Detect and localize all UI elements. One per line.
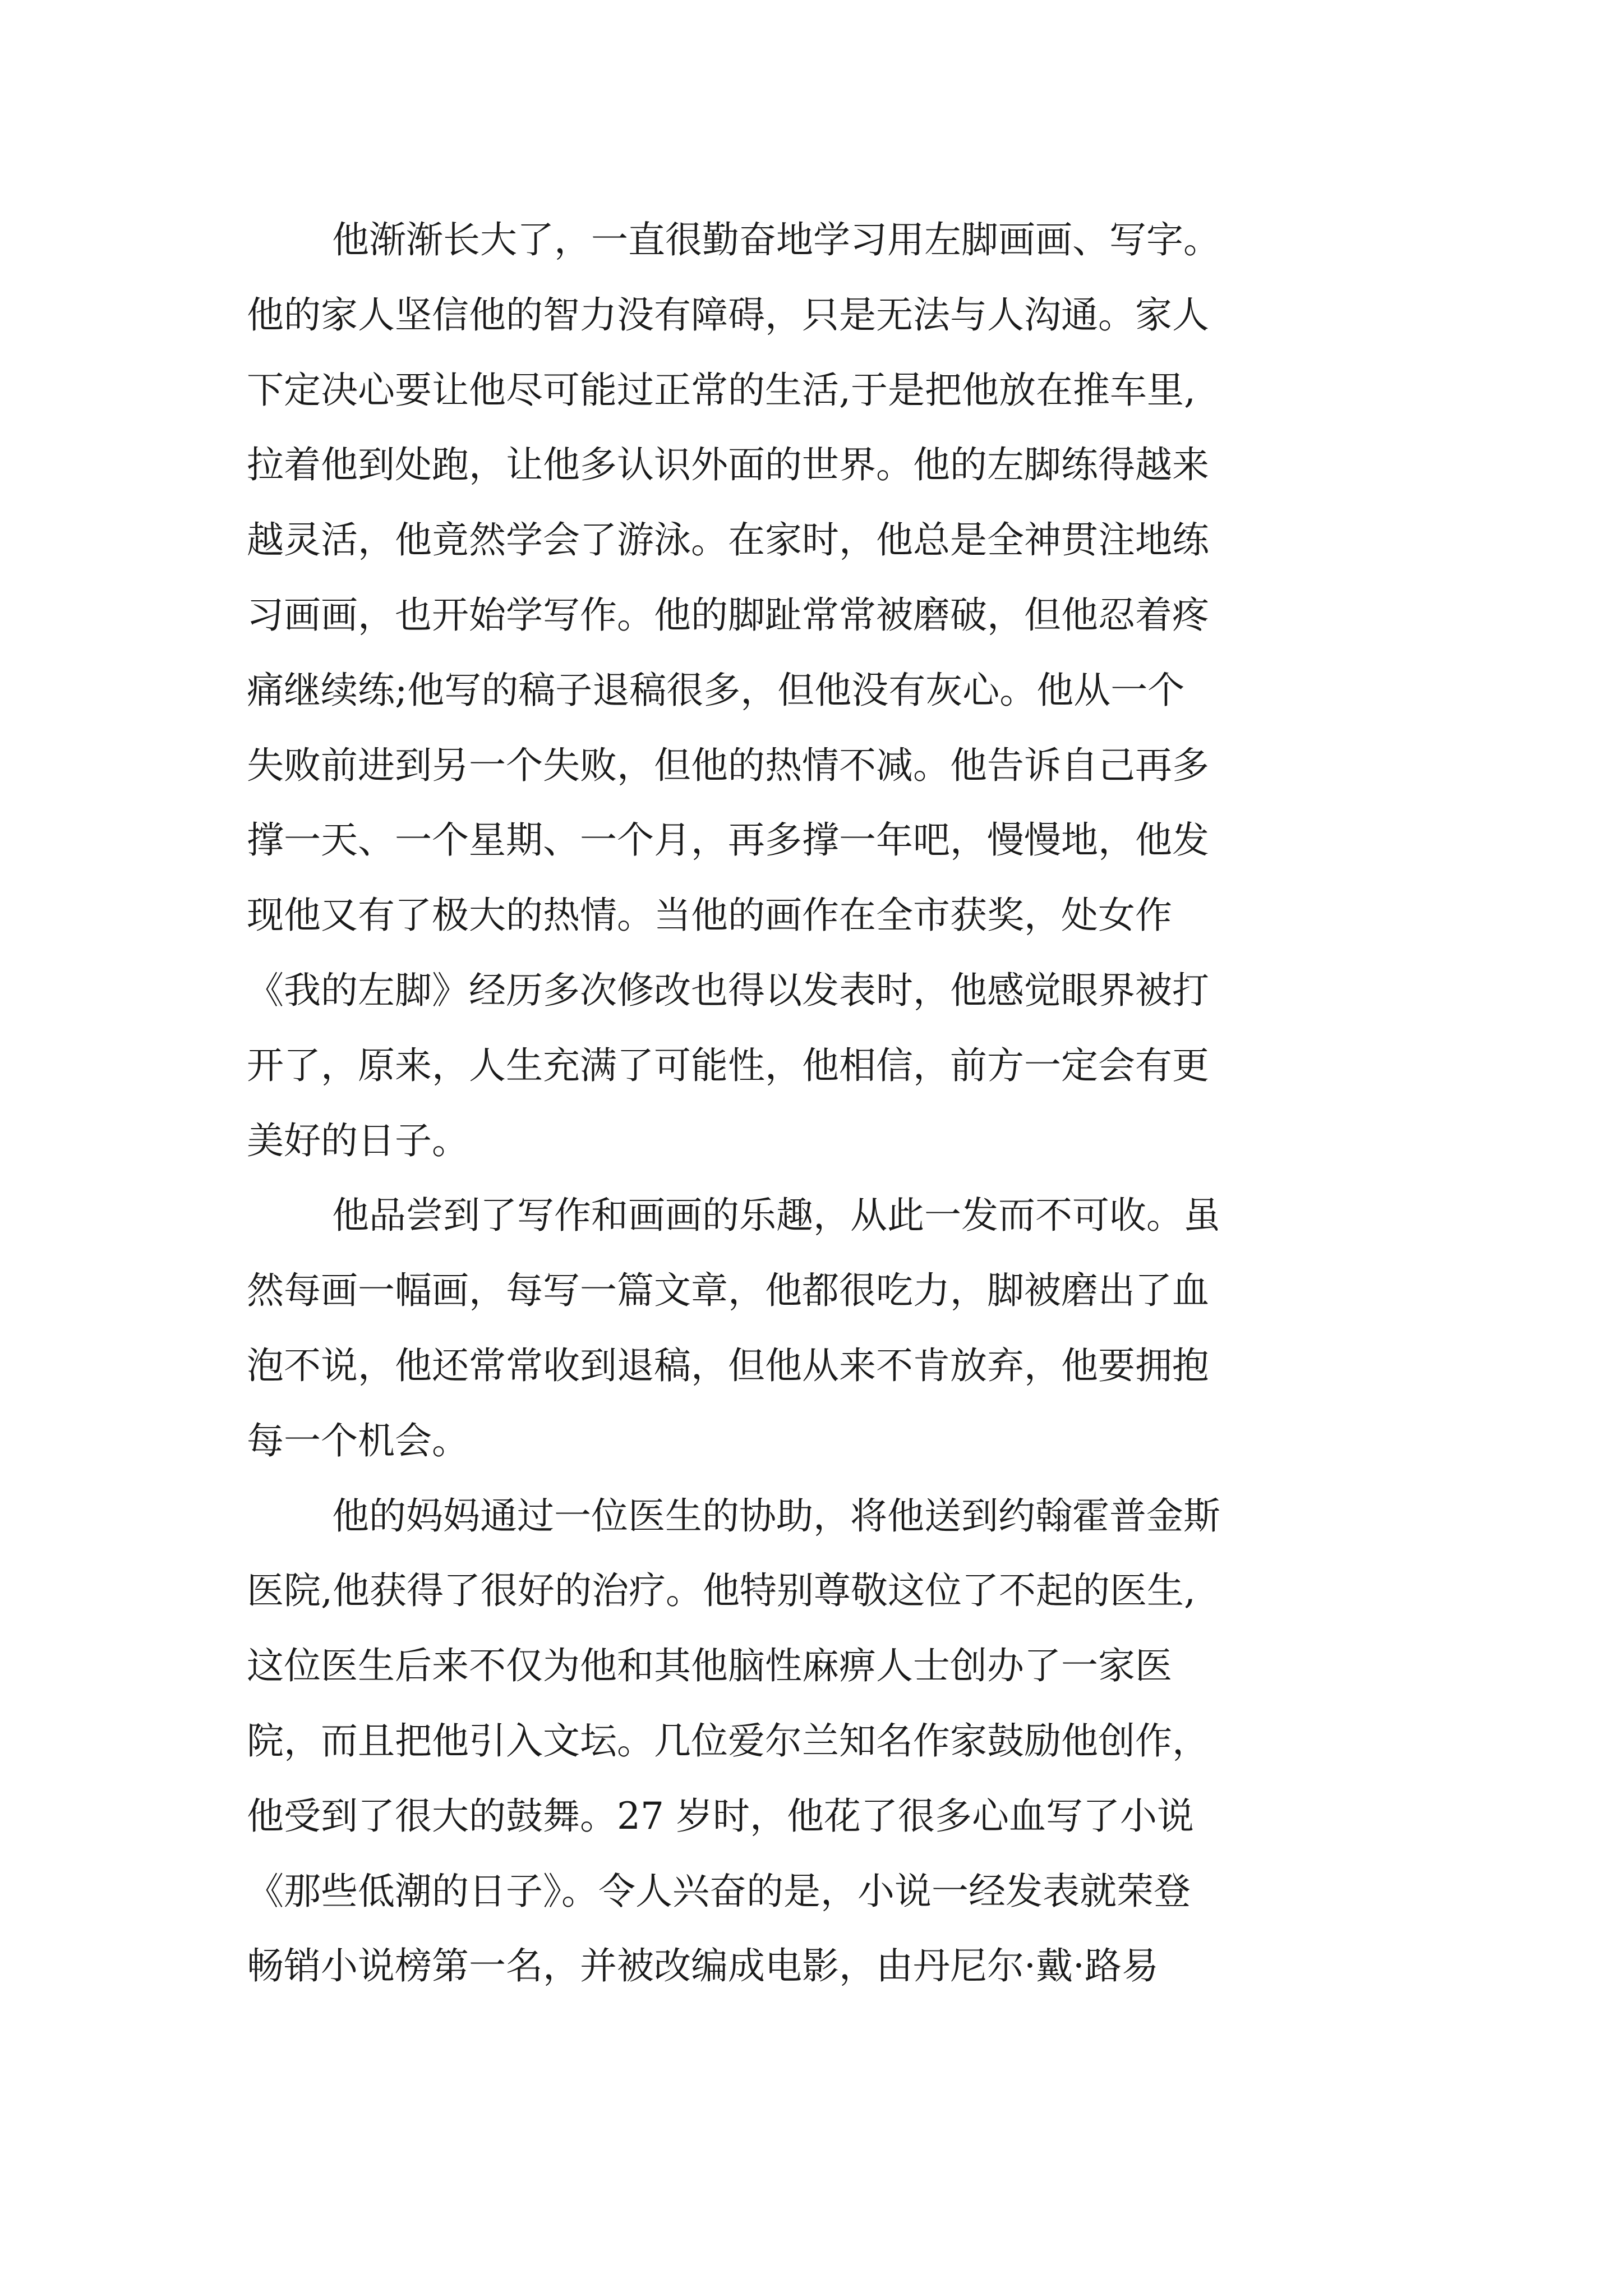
document-body [247,212,1436,2013]
text-line: 泡不说，他还常常收到退稿，但他从来不肯放弃，他要拥抱 [247,1343,1209,1387]
paragraph-first-line: 他品尝到了写作和画画的乐趣，从此一发而不可收。虽 [332,1194,1220,1237]
text-line: 医院,他获得了很好的治疗。他特别尊敬这位了不起的医生, [247,1569,1196,1613]
paragraph-first-line: 他的妈妈通过一位医生的协助，将他送到约翰霍普金斯 [332,1494,1220,1538]
text-line: 拉着他到处跑，让他多认识外面的世界。他的左脚练得越来 [247,443,1209,487]
text-line: 他的家人坚信他的智力没有障碍，只是无法与人沟通。家人 [247,293,1209,337]
text-line: 每一个机会。 [247,1419,469,1462]
text-line: 他受到了很大的鼓舞。27 岁时，他花了很多心血写了小说 [247,1794,1194,1838]
text-line: 这位医生后来不仅为他和其他脑性麻痹人士创办了一家医 [247,1644,1172,1688]
text-line: 畅销小说榜第一名，并被改编成电影，由丹尼尔·戴·路易 [247,1944,1159,1988]
text-line: 然每画一幅画，每写一篇文章，他都很吃力，脚被磨出了血 [247,1269,1209,1313]
paragraph-first-line: 他渐渐长大了，一直很勤奋地学习用左脚画画、写字。 [332,218,1220,261]
text-line: 越灵活，他竟然学会了游泳。在家时，他总是全神贯注地练 [247,518,1209,562]
text-line: 撑一天、一个星期、一个月，再多撑一年吧，慢慢地，他发 [247,818,1209,862]
text-line: 失败前进到另一个失败，但他的热情不减。他告诉自己再多 [247,743,1209,787]
text-line: 习画画，也开始学写作。他的脚趾常常被磨破，但他忍着疼 [247,593,1209,637]
text-line: 美好的日子。 [247,1119,469,1162]
text-line: 下定决心要让他尽可能过正常的生活,于是把他放在推车里, [247,368,1196,412]
text-line: 痛继续练;他写的稿子退稿很多，但他没有灰心。他从一个 [247,668,1185,712]
text-line: 开了，原来，人生充满了可能性，他相信，前方一定会有更 [247,1043,1209,1087]
text-line: 《那些低潮的日子》。令人兴奋的是，小说一经发表就荣登 [247,1869,1191,1913]
text-line: 院，而且把他引入文坛。几位爱尔兰知名作家鼓励他创作， [247,1719,1209,1763]
text-line: 现他又有了极大的热情。当他的画作在全市获奖，处女作 [247,894,1172,937]
text-line: 《我的左脚》经历多次修改也得以发表时，他感觉眼界被打 [247,968,1209,1012]
